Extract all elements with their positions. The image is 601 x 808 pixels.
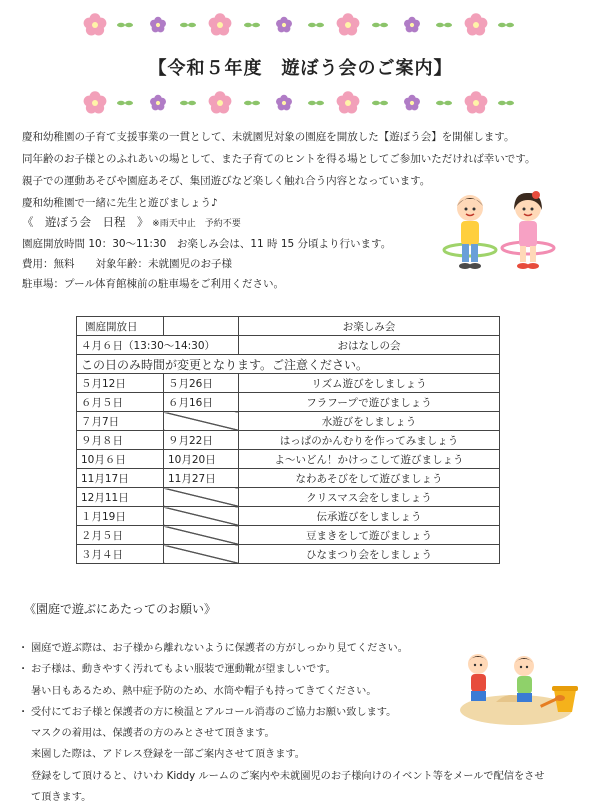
flower-icon [404,17,420,33]
schedule-info [22,212,452,294]
leaf-icon [498,101,514,105]
open-date-1: １月19日 [77,507,164,526]
open-date-2-empty [164,526,239,545]
event-name: ひなまつり会をしましょう [239,545,500,564]
leaf-icon [308,23,324,27]
special-event: おはなしの会 [239,336,500,355]
flower-icon [465,91,488,113]
leaf-icon [180,23,196,27]
intro-line: 同年齢のお子様とのふれあいの場として、また子育てのヒントを得る場としてご参加いただければ幸いです。 [22,153,536,165]
table-row-special [77,336,500,355]
intro-line: 親子での運動あそびや園庭あそび、集団遊びなど楽しく触れ合う内容となっています。 [22,175,431,187]
flower-border-top [0,12,601,38]
open-date-1: ７月7日 [77,412,164,431]
schedule-line: 費用：無料 対象年齢：未就園児のお子様 [22,258,232,270]
schedule-table [76,316,500,564]
flower-icon [404,95,420,111]
bullet-icon: ・ [18,643,29,654]
kids-hula-hoop-illustration [440,188,560,280]
leaf-icon [117,101,133,105]
flower-icon [276,95,292,111]
intro-line: 慶和幼稚園で一緒に先生と遊びましょう♪ [22,197,218,209]
special-note: この日のみ時間が変更となります。ご注意ください。 [77,355,500,374]
event-name: はっぱのかんむりを作ってみましょう [239,431,500,450]
request-item [18,744,588,765]
table-row [77,412,500,431]
flower-icon [150,95,166,111]
open-date-1: 12月11日 [77,488,164,507]
flower-icon [84,91,107,113]
request-text: 園庭で遊ぶ際は、お子様から離れないように保護者の方がしっかり見てください。 [31,643,408,654]
request-text: 来園した際は、アドレス登録を一部ご案内させて頂きます。 [31,749,305,761]
flower-icon [276,17,292,33]
event-name: よ〜いどん！かけっこして遊びましょう [239,450,500,469]
table-row [77,507,500,526]
bullet-icon: ・ [18,706,29,718]
table-row [77,488,500,507]
event-name: 水遊びをしましょう [239,412,500,431]
header-blank [164,317,239,336]
schedule-line: 駐車場：プール体育館棟前の駐車場をご利用ください。 [22,278,284,290]
event-name: フラフープで遊びましょう [239,393,500,412]
header-event: お楽しみ会 [239,317,500,336]
table-row [77,526,500,545]
flower-icon [337,91,360,113]
event-name: 伝承遊びをしましょう [239,507,500,526]
leaf-icon [244,23,260,27]
schedule-line: 園庭開放時間 10：30〜11:30 お楽しみ会は、11 時 15 分頃より行います。 [22,238,392,250]
open-date-2: ５月26日 [164,374,239,393]
event-name: リズム遊びをしましょう [239,374,500,393]
open-date-2-empty [164,545,239,564]
table-row-special-note [77,355,500,374]
flower-icon [209,13,232,35]
request-text: お子様は、動きやすく汚れてもよい服装で運動靴が望ましいです。 [31,664,336,676]
open-date-1: 11月17日 [77,469,164,488]
table-row [77,393,500,412]
request-text: 登録をして頂けると、けいわ Kiddy ルームのご案内や未就園児のお子様向けのイベント等をメールで配信をさせ [31,770,545,782]
flower-icon [150,17,166,33]
leaf-icon [117,23,133,27]
leaf-icon [244,101,260,105]
open-date-1: 10月６日 [77,450,164,469]
table-body [77,374,500,564]
table-row [77,450,500,469]
open-date-1: ６月５日 [77,393,164,412]
leaf-icon [372,101,388,105]
open-date-1: ５月12日 [77,374,164,393]
schedule-heading: 《 遊ぼう会 日程 》 [22,215,149,229]
flower-icon [84,13,107,35]
leaf-icon [372,23,388,27]
request-item [18,787,588,808]
open-date-2-empty [164,412,239,431]
leaf-icon [436,23,452,27]
request-text: て頂きます。 [31,792,92,804]
open-date-2-empty [164,488,239,507]
event-name: クリスマス会をしましょう [239,488,500,507]
open-date-1: ９月８日 [77,431,164,450]
sandbox-kids-illustration [456,650,586,730]
open-date-2: 11月27日 [164,469,239,488]
flower-icon [465,13,488,35]
schedule-heading-row [22,212,452,234]
request-text: 暑い日もあるため、熱中症予防のため、水筒や帽子も持ってきてください。 [31,685,377,697]
open-date-1: ３月４日 [77,545,164,564]
schedule-note: ※雨天中止 予約不要 [152,219,241,229]
page-title: 【令和５年度 遊ぼう会のご案内】 [148,58,453,79]
leaf-icon [180,101,196,105]
leaf-icon [436,101,452,105]
intro-line: 慶和幼稚園の子育て支援事業の一貫として、未就園児対象の園庭を開放した【遊ぼう会】を開催します。 [22,131,515,143]
special-date: ４月６日（13:30〜14:30） [77,336,239,355]
table-row [77,431,500,450]
open-date-2-empty [164,507,239,526]
table-row [77,374,500,393]
open-date-2: 10月20日 [164,450,239,469]
request-text: 受付にてお子様と保護者の方に検温とアルコール消毒のご協力お願い致します。 [31,706,397,718]
request-item [18,766,588,787]
leaf-icon [308,101,324,105]
flower-icon [337,13,360,35]
flower-icon [209,91,232,113]
open-date-1: ２月５日 [77,526,164,545]
bullet-icon: ・ [18,664,29,676]
request-text: マスクの着用は、保護者の方のみとさせて頂きます。 [31,728,275,740]
flower-border-bottom [0,90,601,116]
event-name: なわあそびをして遊びましょう [239,469,500,488]
table-header-row [77,317,500,336]
header-open-day: 園庭開放日 [77,317,164,336]
leaf-icon [498,23,514,27]
event-name: 豆まきをして遊びましょう [239,526,500,545]
open-date-2: ６月16日 [164,393,239,412]
requests-title: 《園庭で遊ぶにあたってのお願い》 [24,602,217,616]
table-row [77,545,500,564]
open-date-2: ９月22日 [164,431,239,450]
table-row [77,469,500,488]
